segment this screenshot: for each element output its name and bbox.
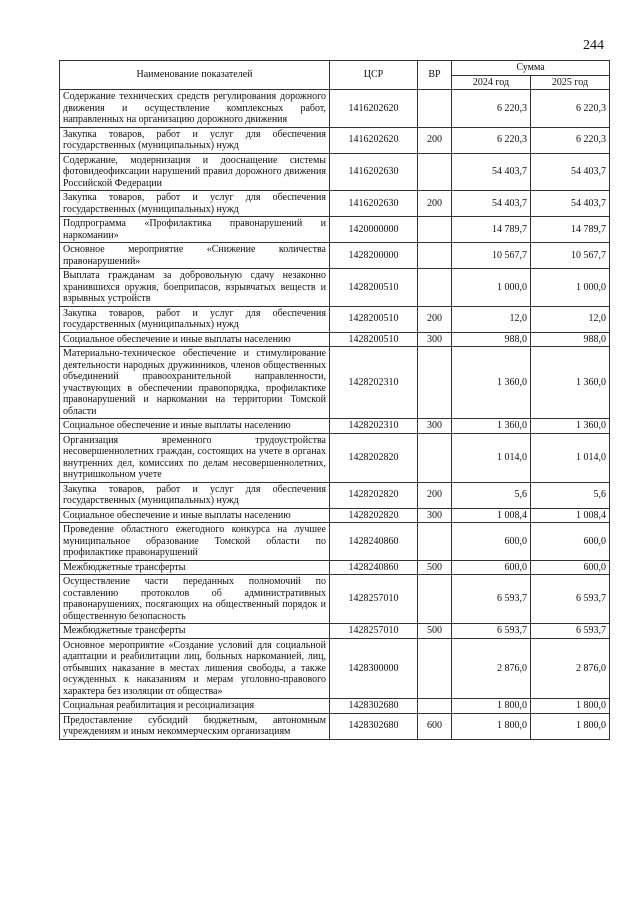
row-name: Межбюджетные трансферты xyxy=(60,624,330,639)
row-csr: 1416202620 xyxy=(330,90,418,128)
table-row xyxy=(60,575,610,624)
table-row xyxy=(60,560,610,575)
row-value-2024: 1 360,0 xyxy=(452,347,531,419)
header-name: Наименование показателей xyxy=(60,61,330,90)
row-vr: 200 xyxy=(418,482,452,508)
budget-table xyxy=(59,60,610,740)
row-value-2024: 1 800,0 xyxy=(452,699,531,714)
row-value-2024: 5,6 xyxy=(452,482,531,508)
header-vr: ВР xyxy=(418,61,452,90)
table-row xyxy=(60,482,610,508)
row-csr: 1428202310 xyxy=(330,419,418,434)
row-value-2024: 600,0 xyxy=(452,523,531,561)
row-value-2025: 54 403,7 xyxy=(531,191,610,217)
table-body xyxy=(60,90,610,740)
row-vr xyxy=(418,243,452,269)
row-vr xyxy=(418,699,452,714)
row-value-2024: 1 008,4 xyxy=(452,508,531,523)
row-value-2024: 600,0 xyxy=(452,560,531,575)
table-row xyxy=(60,153,610,191)
row-csr: 1428202820 xyxy=(330,482,418,508)
row-name: Содержание технических средств регулирования дорожного движения и осуществление комплексных работ, направленных на организацию дорожного движения xyxy=(60,90,330,128)
row-vr: 600 xyxy=(418,713,452,739)
row-value-2025: 12,0 xyxy=(531,306,610,332)
table-row xyxy=(60,243,610,269)
row-value-2025: 1 360,0 xyxy=(531,419,610,434)
row-value-2025: 1 014,0 xyxy=(531,433,610,482)
row-name: Закупка товаров, работ и услуг для обеспечения государственных (муниципальных) нужд xyxy=(60,127,330,153)
row-value-2025: 6 593,7 xyxy=(531,575,610,624)
row-vr xyxy=(418,90,452,128)
table-row xyxy=(60,127,610,153)
row-value-2025: 1 800,0 xyxy=(531,699,610,714)
table-row xyxy=(60,191,610,217)
row-csr: 1428302680 xyxy=(330,713,418,739)
table-row xyxy=(60,523,610,561)
table-row xyxy=(60,713,610,739)
row-value-2024: 12,0 xyxy=(452,306,531,332)
row-vr xyxy=(418,575,452,624)
row-value-2025: 6 220,3 xyxy=(531,127,610,153)
row-value-2024: 1 360,0 xyxy=(452,419,531,434)
row-value-2025: 54 403,7 xyxy=(531,153,610,191)
row-vr xyxy=(418,269,452,307)
row-vr xyxy=(418,217,452,243)
table-row xyxy=(60,306,610,332)
row-value-2024: 1 800,0 xyxy=(452,713,531,739)
row-name: Социальное обеспечение и иные выплаты населению xyxy=(60,508,330,523)
row-name: Предоставление субсидий бюджетным, автономным учреждениям и иным некоммерческим организациям xyxy=(60,713,330,739)
row-value-2025: 988,0 xyxy=(531,332,610,347)
row-name: Основное мероприятие «Снижение количества правонарушений» xyxy=(60,243,330,269)
table-row xyxy=(60,433,610,482)
row-value-2024: 54 403,7 xyxy=(452,153,531,191)
row-csr: 1416202630 xyxy=(330,153,418,191)
row-vr xyxy=(418,638,452,699)
table-row xyxy=(60,638,610,699)
table-row xyxy=(60,217,610,243)
row-value-2025: 1 008,4 xyxy=(531,508,610,523)
page-number: 244 xyxy=(583,38,604,53)
row-value-2025: 6 593,7 xyxy=(531,624,610,639)
row-csr: 1428300000 xyxy=(330,638,418,699)
row-vr: 300 xyxy=(418,332,452,347)
row-csr: 1428202820 xyxy=(330,508,418,523)
row-value-2025: 600,0 xyxy=(531,560,610,575)
row-csr: 1420000000 xyxy=(330,217,418,243)
table-row xyxy=(60,332,610,347)
row-name: Закупка товаров, работ и услуг для обеспечения государственных (муниципальных) нужд xyxy=(60,306,330,332)
row-name: Основное мероприятие «Создание условий для социальной адаптации и реабилитации лиц, больных наркоманией, лиц, отбывших наказание в местах лишения свободы, а также осужденных к наказаниям и мерам уголовно-правового характера без изоляции от общества» xyxy=(60,638,330,699)
row-name: Межбюджетные трансферты xyxy=(60,560,330,575)
row-vr: 500 xyxy=(418,624,452,639)
row-csr: 1428302680 xyxy=(330,699,418,714)
row-name: Социальное обеспечение и иные выплаты населению xyxy=(60,419,330,434)
table-row xyxy=(60,269,610,307)
row-value-2024: 14 789,7 xyxy=(452,217,531,243)
row-value-2025: 1 800,0 xyxy=(531,713,610,739)
row-value-2024: 2 876,0 xyxy=(452,638,531,699)
row-csr: 1428257010 xyxy=(330,575,418,624)
row-vr: 300 xyxy=(418,419,452,434)
row-vr xyxy=(418,347,452,419)
row-value-2024: 54 403,7 xyxy=(452,191,531,217)
row-value-2025: 600,0 xyxy=(531,523,610,561)
row-name: Социальная реабилитация и ресоциализация xyxy=(60,699,330,714)
row-vr xyxy=(418,433,452,482)
row-name: Материально-техническое обеспечение и стимулирование деятельности народных дружинников, членов общественных объединений правоохранительной направленности, участвующих в обеспечении правопорядка, профилактике правонарушений и наркомании на территории Томской области xyxy=(60,347,330,419)
table-row xyxy=(60,419,610,434)
header-year-2024: 2024 год xyxy=(452,75,531,90)
row-csr: 1428202820 xyxy=(330,433,418,482)
row-csr: 1428200510 xyxy=(330,269,418,307)
row-vr xyxy=(418,523,452,561)
row-csr: 1416202620 xyxy=(330,127,418,153)
row-value-2025: 1 360,0 xyxy=(531,347,610,419)
row-vr: 200 xyxy=(418,306,452,332)
header-sum: Сумма xyxy=(452,61,610,76)
table-row xyxy=(60,90,610,128)
row-value-2025: 1 000,0 xyxy=(531,269,610,307)
table-row xyxy=(60,699,610,714)
row-value-2025: 10 567,7 xyxy=(531,243,610,269)
header-csr: ЦСР xyxy=(330,61,418,90)
row-vr: 300 xyxy=(418,508,452,523)
row-name: Социальное обеспечение и иные выплаты населению xyxy=(60,332,330,347)
row-value-2025: 5,6 xyxy=(531,482,610,508)
row-value-2024: 10 567,7 xyxy=(452,243,531,269)
table-row xyxy=(60,624,610,639)
row-name: Выплата гражданам за добровольную сдачу незаконно хранившихся оружия, боеприпасов, взрывчатых веществ и взрывных устройств xyxy=(60,269,330,307)
row-vr: 200 xyxy=(418,191,452,217)
row-name: Закупка товаров, работ и услуг для обеспечения государственных (муниципальных) нужд xyxy=(60,191,330,217)
row-csr: 1428200510 xyxy=(330,306,418,332)
header-year-2025: 2025 год xyxy=(531,75,610,90)
row-value-2024: 6 220,3 xyxy=(452,127,531,153)
row-vr: 200 xyxy=(418,127,452,153)
row-csr: 1428240860 xyxy=(330,523,418,561)
row-vr: 500 xyxy=(418,560,452,575)
row-csr: 1428257010 xyxy=(330,624,418,639)
table-row xyxy=(60,508,610,523)
row-value-2024: 6 220,3 xyxy=(452,90,531,128)
row-value-2025: 6 220,3 xyxy=(531,90,610,128)
row-name: Подпрограмма «Профилактика правонарушений и наркомании» xyxy=(60,217,330,243)
row-csr: 1428202310 xyxy=(330,347,418,419)
row-value-2025: 14 789,7 xyxy=(531,217,610,243)
row-value-2024: 1 000,0 xyxy=(452,269,531,307)
row-csr: 1428240860 xyxy=(330,560,418,575)
row-vr xyxy=(418,153,452,191)
row-value-2024: 6 593,7 xyxy=(452,575,531,624)
row-value-2024: 1 014,0 xyxy=(452,433,531,482)
row-name: Закупка товаров, работ и услуг для обеспечения государственных (муниципальных) нужд xyxy=(60,482,330,508)
row-value-2024: 988,0 xyxy=(452,332,531,347)
table-row xyxy=(60,347,610,419)
row-value-2024: 6 593,7 xyxy=(452,624,531,639)
row-name: Организация временного трудоустройства несовершеннолетних граждан, состоящих на учете в органах внутренних дел, комиссиях по делам несовершеннолетних, внутришкольном учете xyxy=(60,433,330,482)
row-csr: 1428200510 xyxy=(330,332,418,347)
row-value-2025: 2 876,0 xyxy=(531,638,610,699)
row-csr: 1416202630 xyxy=(330,191,418,217)
row-name: Проведение областного ежегодного конкурса на лучшее муниципальное образование Томской области по профилактике правонарушений xyxy=(60,523,330,561)
row-name: Содержание, модернизация и дооснащение системы фотовидеофиксации нарушений правил дорожного движения Российской Федерации xyxy=(60,153,330,191)
row-name: Осуществление части переданных полномочий по составлению протоколов об административных правонарушениях, посягающих на общественный порядок и общественную безопасность xyxy=(60,575,330,624)
row-csr: 1428200000 xyxy=(330,243,418,269)
